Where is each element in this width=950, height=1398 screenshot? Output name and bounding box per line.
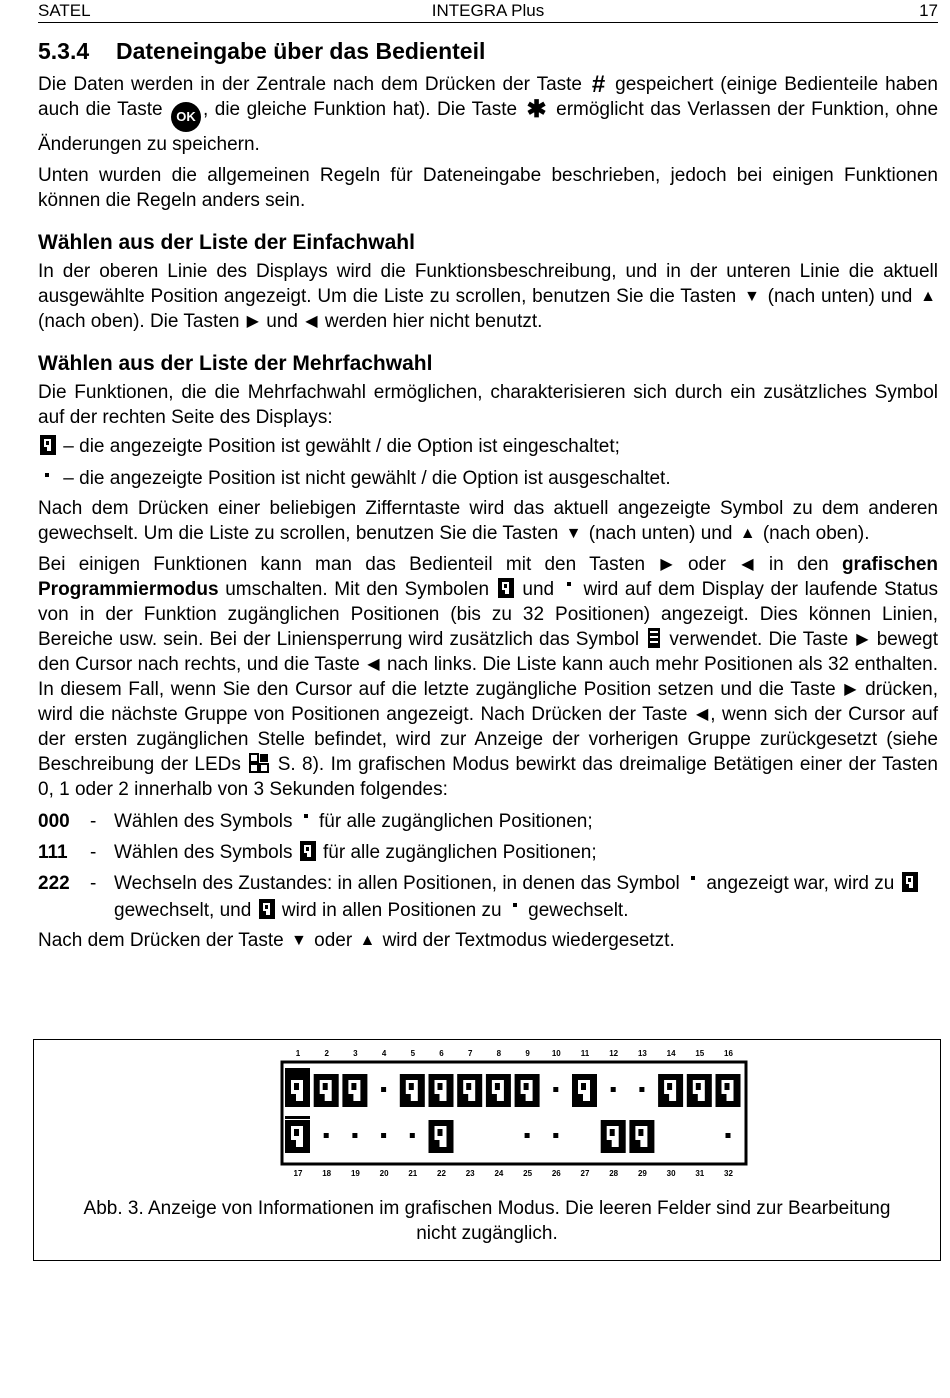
row1-cell-glyph-hole (438, 1083, 443, 1090)
figure-graphic-mode (33, 1039, 941, 1261)
bottom-position-number: 20 (379, 1169, 389, 1178)
blocked-symbol-icon (647, 628, 661, 648)
selected-symbol-icon (300, 841, 316, 861)
row1-cell-glyph-hole (524, 1083, 529, 1090)
star-key-icon: ✱ (526, 96, 547, 123)
multi-choice-intro: Die Funktionen, die die Mehrfachwahl ermöglichen, charakterisieren sich durch ein zusätzliches Symbol auf der rechten Seite des Displays: (38, 382, 938, 428)
top-position-number: 1 (295, 1049, 301, 1058)
top-position-number: 5 (410, 1049, 416, 1058)
row2-cell (324, 1133, 329, 1138)
row1-cell (381, 1087, 386, 1092)
arrow-left-icon: ◀ (695, 706, 709, 723)
code-row-000: 000 - Wählen des Symbols für alle zugänglichen Positionen; (38, 811, 593, 832)
multi-choice-paragraph-2: Nach dem Drücken einer beliebigen Zifferntaste wird das aktuell angezeigte Symbol zu dem anderen gewechselt. Um die Liste zu scrollen, benutzen Sie die Tasten ▼ (nach unten) und ▲ (nach oben). (38, 498, 938, 544)
unselected-dot-icon (509, 899, 521, 919)
unselected-dot-icon (40, 467, 56, 487)
row2-cell-glyph-hole (438, 1129, 443, 1136)
selected-symbol-icon (259, 899, 275, 919)
heading-multi-choice: Wählen aus der Liste der Mehrfachwahl (38, 352, 433, 375)
arrow-down-icon: ▼ (291, 932, 307, 949)
page-content (38, 36, 938, 959)
option-selected-line: – die angezeigte Position ist gewählt / die Option ist eingeschaltet; (38, 432, 938, 462)
unselected-dot-icon (300, 810, 312, 830)
selected-symbol-icon (902, 872, 918, 892)
arrow-right-icon: ▶ (660, 556, 673, 573)
row1-cell-glyph-hole (466, 1083, 471, 1090)
led-grid-icon (249, 753, 269, 773)
arrow-up-icon: ▲ (739, 525, 756, 542)
unselected-dot-icon (563, 578, 575, 598)
row1-cell-glyph-hole (323, 1083, 328, 1090)
top-position-number: 7 (467, 1049, 473, 1058)
bottom-position-number: 18 (322, 1169, 332, 1178)
top-position-number: 15 (695, 1049, 705, 1058)
arrow-up-icon: ▲ (359, 932, 376, 949)
top-position-number: 13 (637, 1049, 647, 1058)
option-unselected-line: – die angezeigte Position ist nicht gewählt / die Option ist ausgeschaltet. (38, 464, 938, 494)
top-position-number: 6 (439, 1049, 444, 1058)
arrow-left-icon: ◀ (367, 656, 380, 673)
intro-paragraph-1: Die Daten werden in der Zentrale nach dem Drücken der Taste # gespeichert (einige Bedienteile haben auch die Taste OK , die gleiche Funktion hat). Die Taste ✱ ermöglicht das Verlassen der Funktion, ohne Änderungen zu speichern. (38, 71, 939, 155)
top-position-number: 9 (525, 1049, 530, 1058)
arrow-left-icon: ◀ (305, 313, 318, 330)
row1-cell (639, 1087, 644, 1092)
text-mode-paragraph: Nach dem Drücken der Taste ▼ oder ▲ wird der Textmodus wiedergesetzt. (38, 930, 675, 951)
bottom-position-number: 22 (437, 1169, 446, 1178)
bottom-position-number: 25 (523, 1169, 533, 1178)
top-position-number: 2 (324, 1049, 329, 1058)
top-position-number: 4 (381, 1049, 387, 1058)
bottom-position-number: 30 (666, 1169, 676, 1178)
arrow-up-icon: ▲ (920, 288, 936, 305)
top-position-number: 10 (551, 1049, 561, 1058)
row2-cell-glyph-hole (294, 1129, 299, 1136)
bottom-position-number: 29 (637, 1169, 647, 1178)
row2-cell (525, 1133, 530, 1138)
arrow-right-icon: ▶ (246, 313, 259, 330)
selected-symbol-icon (498, 578, 514, 598)
bottom-position-number: 26 (551, 1169, 561, 1178)
lcd-display-illustration (280, 1048, 750, 1182)
row2-cell-glyph-hole (638, 1129, 643, 1136)
top-position-number: 14 (666, 1049, 676, 1058)
top-position-number: 12 (609, 1049, 619, 1058)
hash-key-icon: # (591, 71, 606, 98)
row1-cell-glyph-hole (351, 1083, 356, 1090)
code-row-222: 222 - Wechseln des Zustandes: in allen Positionen, in denen das Symbol angezeigt war, wird zu gewechselt, und wird in allen Positionen zu gewechselt. (38, 870, 938, 924)
row2-cell (381, 1133, 386, 1138)
row1-cell-glyph-hole (696, 1083, 701, 1090)
row1-cell-glyph-hole (294, 1083, 299, 1090)
row2-cell (352, 1133, 357, 1138)
row2-cell (553, 1133, 558, 1138)
bottom-position-number: 27 (580, 1169, 590, 1178)
code-row-111: 111 - Wählen des Symbols für alle zugänglichen Positionen; (38, 842, 597, 863)
single-choice-paragraph: In der oberen Linie des Displays wird die Funktionsbeschreibung, und in der unteren Linie die aktuell ausgewählte Position angezeigt. Um die Liste zu scrollen, benutzen Sie die Tasten ▼ (nach unten) und ▲ (nach oben). Die Tasten ▶ und ◀ werden hier nicht benutzt. (38, 261, 938, 332)
row2-cell-glyph-hole (610, 1129, 615, 1136)
graphic-mode-paragraph: Bei einigen Funktionen kann man das Bedienteil mit den Tasten ▶ oder ◀ in den grafischen Programmiermodus umschalten. Mit den Symbolen und wird auf dem Display der laufende Status von in der Funktion zugänglichen Positionen (bis zu 32 Positionen) angezeigt. Dies können Linien, Bereiche usw. sein. Bei der Liniensperrung wird zusätzlich das Symbol verwendet. Die Taste ▶ bewegt den Cursor nach rechts, und die Taste ◀ nach links. Die Liste kann auch mehr Positionen als 32 enthalten. In diesem Fall, wenn Sie den Cursor auf die letzte zugängliche Position setzen und die Taste ▶ drücken, wird die nächste Gruppe von Positionen angezeigt. Nach Drücken der Taste ◀ , wenn sich der Cursor auf der ersten zugänglichen Stelle befindet, wird zur Anzeige der vorherigen Gruppe zurückgesetzt (siehe Beschreibung der LEDs S. 8). Im grafischen Modus bewirkt das dreimalige Betätigen einer der Tasten 0, 1 oder 2 innerhalb von 3 Sekunden folgendes: (38, 554, 939, 800)
row1-cell-glyph-hole (581, 1083, 586, 1090)
row2-cell (410, 1133, 415, 1138)
row1-cell-glyph-hole (495, 1083, 500, 1090)
bottom-position-number: 32 (724, 1169, 733, 1178)
arrow-right-icon: ▶ (844, 681, 857, 698)
row1-cell-glyph-hole (667, 1083, 672, 1090)
row1-cell-glyph-hole (725, 1083, 730, 1090)
header-page-number: 17 (919, 1, 938, 20)
top-position-number: 3 (353, 1049, 358, 1058)
arrow-down-icon: ▼ (565, 525, 582, 542)
header-product: INTEGRA Plus (431, 1, 545, 20)
bottom-position-number: 21 (408, 1169, 418, 1178)
arrow-down-icon: ▼ (744, 288, 760, 305)
top-position-number: 16 (724, 1049, 733, 1058)
bottom-position-number: 23 (465, 1169, 475, 1178)
bottom-position-number: 17 (293, 1169, 303, 1178)
row1-cell (553, 1087, 558, 1092)
bottom-position-number: 24 (494, 1169, 504, 1178)
bottom-position-number: 19 (350, 1169, 360, 1178)
row1-cell (611, 1087, 616, 1092)
unselected-dot-icon (687, 872, 699, 892)
header-brand: SATEL (38, 1, 91, 20)
row2-cell (726, 1133, 731, 1138)
row2-top-bar (285, 1116, 310, 1119)
top-position-number: 11 (580, 1049, 590, 1058)
page-header (38, 0, 938, 23)
ok-key-icon: OK (171, 102, 201, 132)
arrow-left-icon: ◀ (741, 556, 754, 573)
bottom-position-number: 28 (609, 1169, 619, 1178)
row1-cell-glyph-hole (409, 1083, 414, 1090)
figure-caption: Abb. 3. Anzeige von Informationen im grafischen Modus. Die leeren Felder sind zur Bearbeitung nicht zugänglich. (83, 1198, 891, 1244)
intro-paragraph-2: Unten wurden die allgemeinen Regeln für Dateneingabe beschrieben, jedoch bei einigen Funktionen können die Regeln anders sein. (38, 165, 938, 211)
cursor-marker (285, 1068, 310, 1074)
bottom-position-number: 31 (695, 1169, 705, 1178)
selected-symbol-icon (40, 435, 56, 455)
section-title: 5.3.4 Dateneingabe über das Bedienteil (38, 38, 486, 64)
arrow-right-icon: ▶ (856, 631, 869, 648)
top-position-number: 8 (496, 1049, 502, 1058)
heading-single-choice: Wählen aus der Liste der Einfachwahl (38, 231, 415, 254)
